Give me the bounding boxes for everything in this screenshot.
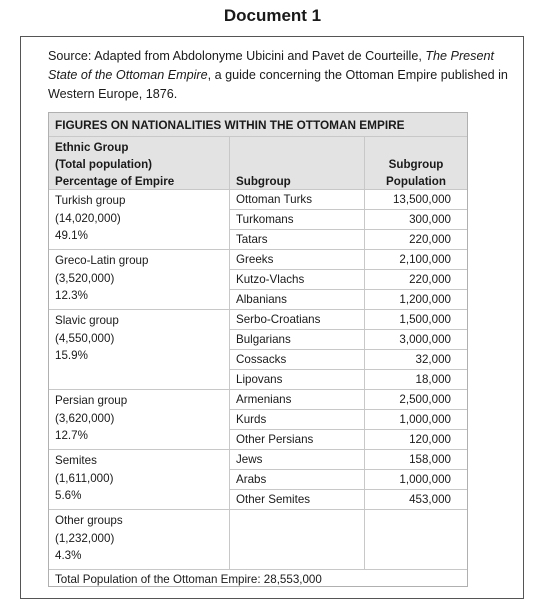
header-ethnic-line-3: Percentage of Empire: [55, 175, 175, 188]
subgroup-name: Bulgarians: [230, 329, 365, 349]
source-book-title: The Present State of the Ottoman Empire: [48, 49, 494, 83]
subgroup-population: 1,200,000: [365, 289, 467, 309]
subgroup-population: 1,000,000: [365, 409, 467, 429]
ethnic-group-percent: 15.9%: [55, 349, 88, 363]
subgroup-population: 220,000: [365, 229, 467, 249]
ethnic-group-total: (1,611,000): [55, 471, 114, 485]
source-prefix: Source: Adapted from Abdolonyme Ubicini and Pavet de Courteille,: [48, 49, 426, 63]
ethnic-group-percent: 5.6%: [55, 489, 82, 503]
header-ethnic-line-1: Ethnic Group: [55, 141, 129, 154]
ethnic-group-cell: [49, 249, 230, 309]
ethnic-group-cell: [49, 189, 230, 249]
subgroup-population: 18,000: [365, 369, 467, 389]
ethnic-group-name: Slavic group: [55, 314, 119, 327]
ethnic-group-name: Turkish group: [55, 194, 126, 207]
ethnic-group-cell: [49, 309, 230, 389]
source-suffix: , a guide concerning the Ottoman Empire published in Western Europe, 1876.: [48, 68, 508, 102]
table-title: FIGURES ON NATIONALITIES WITHIN THE OTTOMAN EMPIRE: [49, 113, 467, 137]
header-subgroup: Subgroup: [230, 137, 365, 189]
ethnic-group-percent: 4.3%: [55, 549, 82, 563]
ethnic-group-percent: 12.7%: [55, 429, 88, 443]
total-population-row: Total Population of the Ottoman Empire: 28,553,000: [49, 569, 467, 589]
header-subgroup-population: [365, 137, 467, 189]
header-pop-line-1: Subgroup: [388, 158, 444, 171]
subgroup-name: Greeks: [230, 249, 365, 269]
header-ethnic-line-2: (Total population): [55, 158, 153, 171]
subgroup-name: Jews: [230, 449, 365, 469]
subgroup-population: 120,000: [365, 429, 467, 449]
ethnic-group-total: (3,520,000): [55, 271, 115, 285]
document-frame: [20, 36, 524, 599]
source-citation: [48, 47, 516, 105]
subgroup-population: 13,500,000: [365, 189, 467, 209]
subgroup-population: 1,500,000: [365, 309, 467, 329]
subgroup-name: Serbo-Croatians: [230, 309, 365, 329]
ethnic-group-name: Other groups: [55, 514, 123, 527]
subgroup-name: Albanians: [230, 289, 365, 309]
subgroup-name: Cossacks: [230, 349, 365, 369]
subgroup-name: Turkomans: [230, 209, 365, 229]
ethnic-group-cell: [49, 449, 230, 509]
ethnic-group-total: (14,020,000): [55, 211, 121, 225]
empty-subgroup-cell: [230, 509, 365, 569]
header-ethnic-group: [49, 137, 230, 189]
subgroup-name: Arabs: [230, 469, 365, 489]
subgroup-population: 2,500,000: [365, 389, 467, 409]
ethnic-group-total: (3,620,000): [55, 411, 115, 425]
subgroup-population: 220,000: [365, 269, 467, 289]
subgroup-population: 453,000: [365, 489, 467, 509]
subgroup-population: 300,000: [365, 209, 467, 229]
ethnic-group-cell: [49, 509, 230, 569]
ethnic-group-cell: [49, 389, 230, 449]
subgroup-name: Armenians: [230, 389, 365, 409]
subgroup-name: Ottoman Turks: [230, 189, 365, 209]
subgroup-population: 32,000: [365, 349, 467, 369]
subgroup-name: Other Semites: [230, 489, 365, 509]
subgroup-population: 158,000: [365, 449, 467, 469]
subgroup-population: 2,100,000: [365, 249, 467, 269]
ethnic-group-percent: 49.1%: [55, 229, 88, 243]
header-pop-line-2: Population: [386, 175, 446, 188]
subgroup-name: Other Persians: [230, 429, 365, 449]
nationalities-table: [48, 112, 468, 587]
ethnic-group-name: Semites: [55, 454, 97, 467]
ethnic-group-percent: 12.3%: [55, 289, 88, 303]
document-title: Document 1: [223, 6, 322, 25]
subgroup-population: 1,000,000: [365, 469, 467, 489]
ethnic-group-name: Persian group: [55, 394, 128, 407]
subgroup-name: Tatars: [230, 229, 365, 249]
subgroup-name: Lipovans: [230, 369, 365, 389]
subgroup-name: Kutzo-Vlachs: [230, 269, 365, 289]
subgroup-population: 3,000,000: [365, 329, 467, 349]
empty-population-cell: [365, 509, 467, 569]
ethnic-group-total: (4,550,000): [55, 331, 115, 345]
ethnic-group-total: (1,232,000): [55, 531, 115, 545]
ethnic-group-name: Greco-Latin group: [55, 254, 149, 267]
subgroup-name: Kurds: [230, 409, 365, 429]
